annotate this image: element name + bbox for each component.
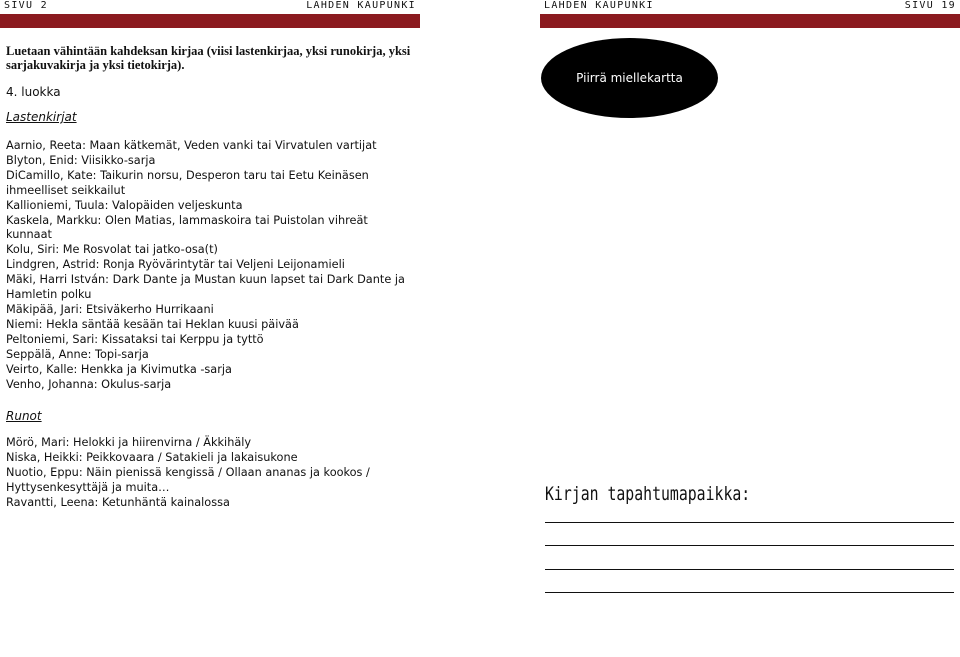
- book-item: Kaskela, Markku: Olen Matias, lammaskoira tai Puistolan vihreät kunnaat: [6, 213, 368, 242]
- children-books-list: [6, 139, 414, 392]
- book-item: Blyton, Enid: Viisikko-sarja: [6, 153, 156, 167]
- publisher-label: LAHDEN KAUPUNKI: [306, 0, 416, 11]
- left-page: [0, 0, 420, 657]
- right-page-header: [540, 0, 960, 14]
- mindmap-label: Piirrä miellekartta: [576, 71, 683, 85]
- publisher-label: LAHDEN KAUPUNKI: [544, 0, 654, 11]
- poems-heading: Runot: [6, 409, 42, 424]
- place-title: Kirjan tapahtumapaikka:: [545, 483, 751, 505]
- book-item: Niemi: Hekla säntää kesään tai Heklan kuusi päivää: [6, 317, 299, 331]
- book-item: Kolu, Siri: Me Rosvolat tai jatko-osa(t): [6, 243, 218, 257]
- header-rule: [0, 14, 420, 28]
- writing-line[interactable]: [545, 592, 954, 593]
- book-item: DiCamillo, Kate: Taikurin norsu, Desperon taru tai Eetu Keinäsen ihmeelliset seikkailut: [6, 168, 369, 197]
- poem-book-item: Mörö, Mari: Helokki ja hiirenvirna / Äkkihäly: [6, 436, 252, 450]
- poem-book-item: Nuotio, Eppu: Näin pienissä kengissä / Ollaan ananas ja kookos / Hyttysenkesyttäjä ja muita…: [6, 466, 370, 495]
- poem-books-list: [6, 436, 414, 511]
- book-item: Mäki, Harri István: Dark Dante ja Mustan kuun lapset tai Dark Dante ja Hamletin polku: [6, 273, 405, 302]
- book-item: Kallioniemi, Tuula: Valopäiden veljeskunta: [6, 198, 243, 212]
- writing-line[interactable]: [545, 545, 954, 546]
- left-page-header: [0, 0, 420, 14]
- poem-book-item: Niska, Heikki: Peikkovaara / Satakieli ja lakaisukone: [6, 451, 298, 465]
- writing-line[interactable]: [545, 569, 954, 570]
- book-item: Lindgren, Astrid: Ronja Ryövärintytär tai Veljeni Leijonamieli: [6, 258, 345, 272]
- book-item: Mäkipää, Jari: Etsiväkerho Hurrikaani: [6, 302, 214, 316]
- children-books-heading: Lastenkirjat: [6, 110, 77, 124]
- poem-book-item: Ravantti, Leena: Ketunhäntä kainalossa: [6, 496, 230, 510]
- book-item: Peltoniemi, Sari: Kissataksi tai Kerppu ja tyttö: [6, 332, 264, 346]
- book-item: Venho, Johanna: Okulus-sarja: [6, 377, 172, 391]
- right-page: [540, 0, 960, 657]
- page-number-label: SIVU 19: [904, 0, 956, 11]
- grade-heading: 4. luokka: [6, 85, 61, 99]
- writing-line[interactable]: [545, 522, 954, 523]
- book-item: Aarnio, Reeta: Maan kätkemät, Veden vanki tai Virvatulen vartijat: [6, 139, 377, 152]
- book-item: Veirto, Kalle: Henkka ja Kivimutka -sarja: [6, 362, 232, 376]
- mindmap-ellipse[interactable]: [541, 38, 718, 118]
- book-item: Seppälä, Anne: Topi-sarja: [6, 347, 149, 361]
- intro-text: Luetaan vähintään kahdeksan kirjaa (viisi lastenkirjaa, yksi runokirja, yksi sarjakuvakirja ja yksi tietokirja).: [6, 44, 411, 72]
- page-number-label: SIVU 2: [4, 0, 48, 11]
- header-rule: [540, 14, 960, 28]
